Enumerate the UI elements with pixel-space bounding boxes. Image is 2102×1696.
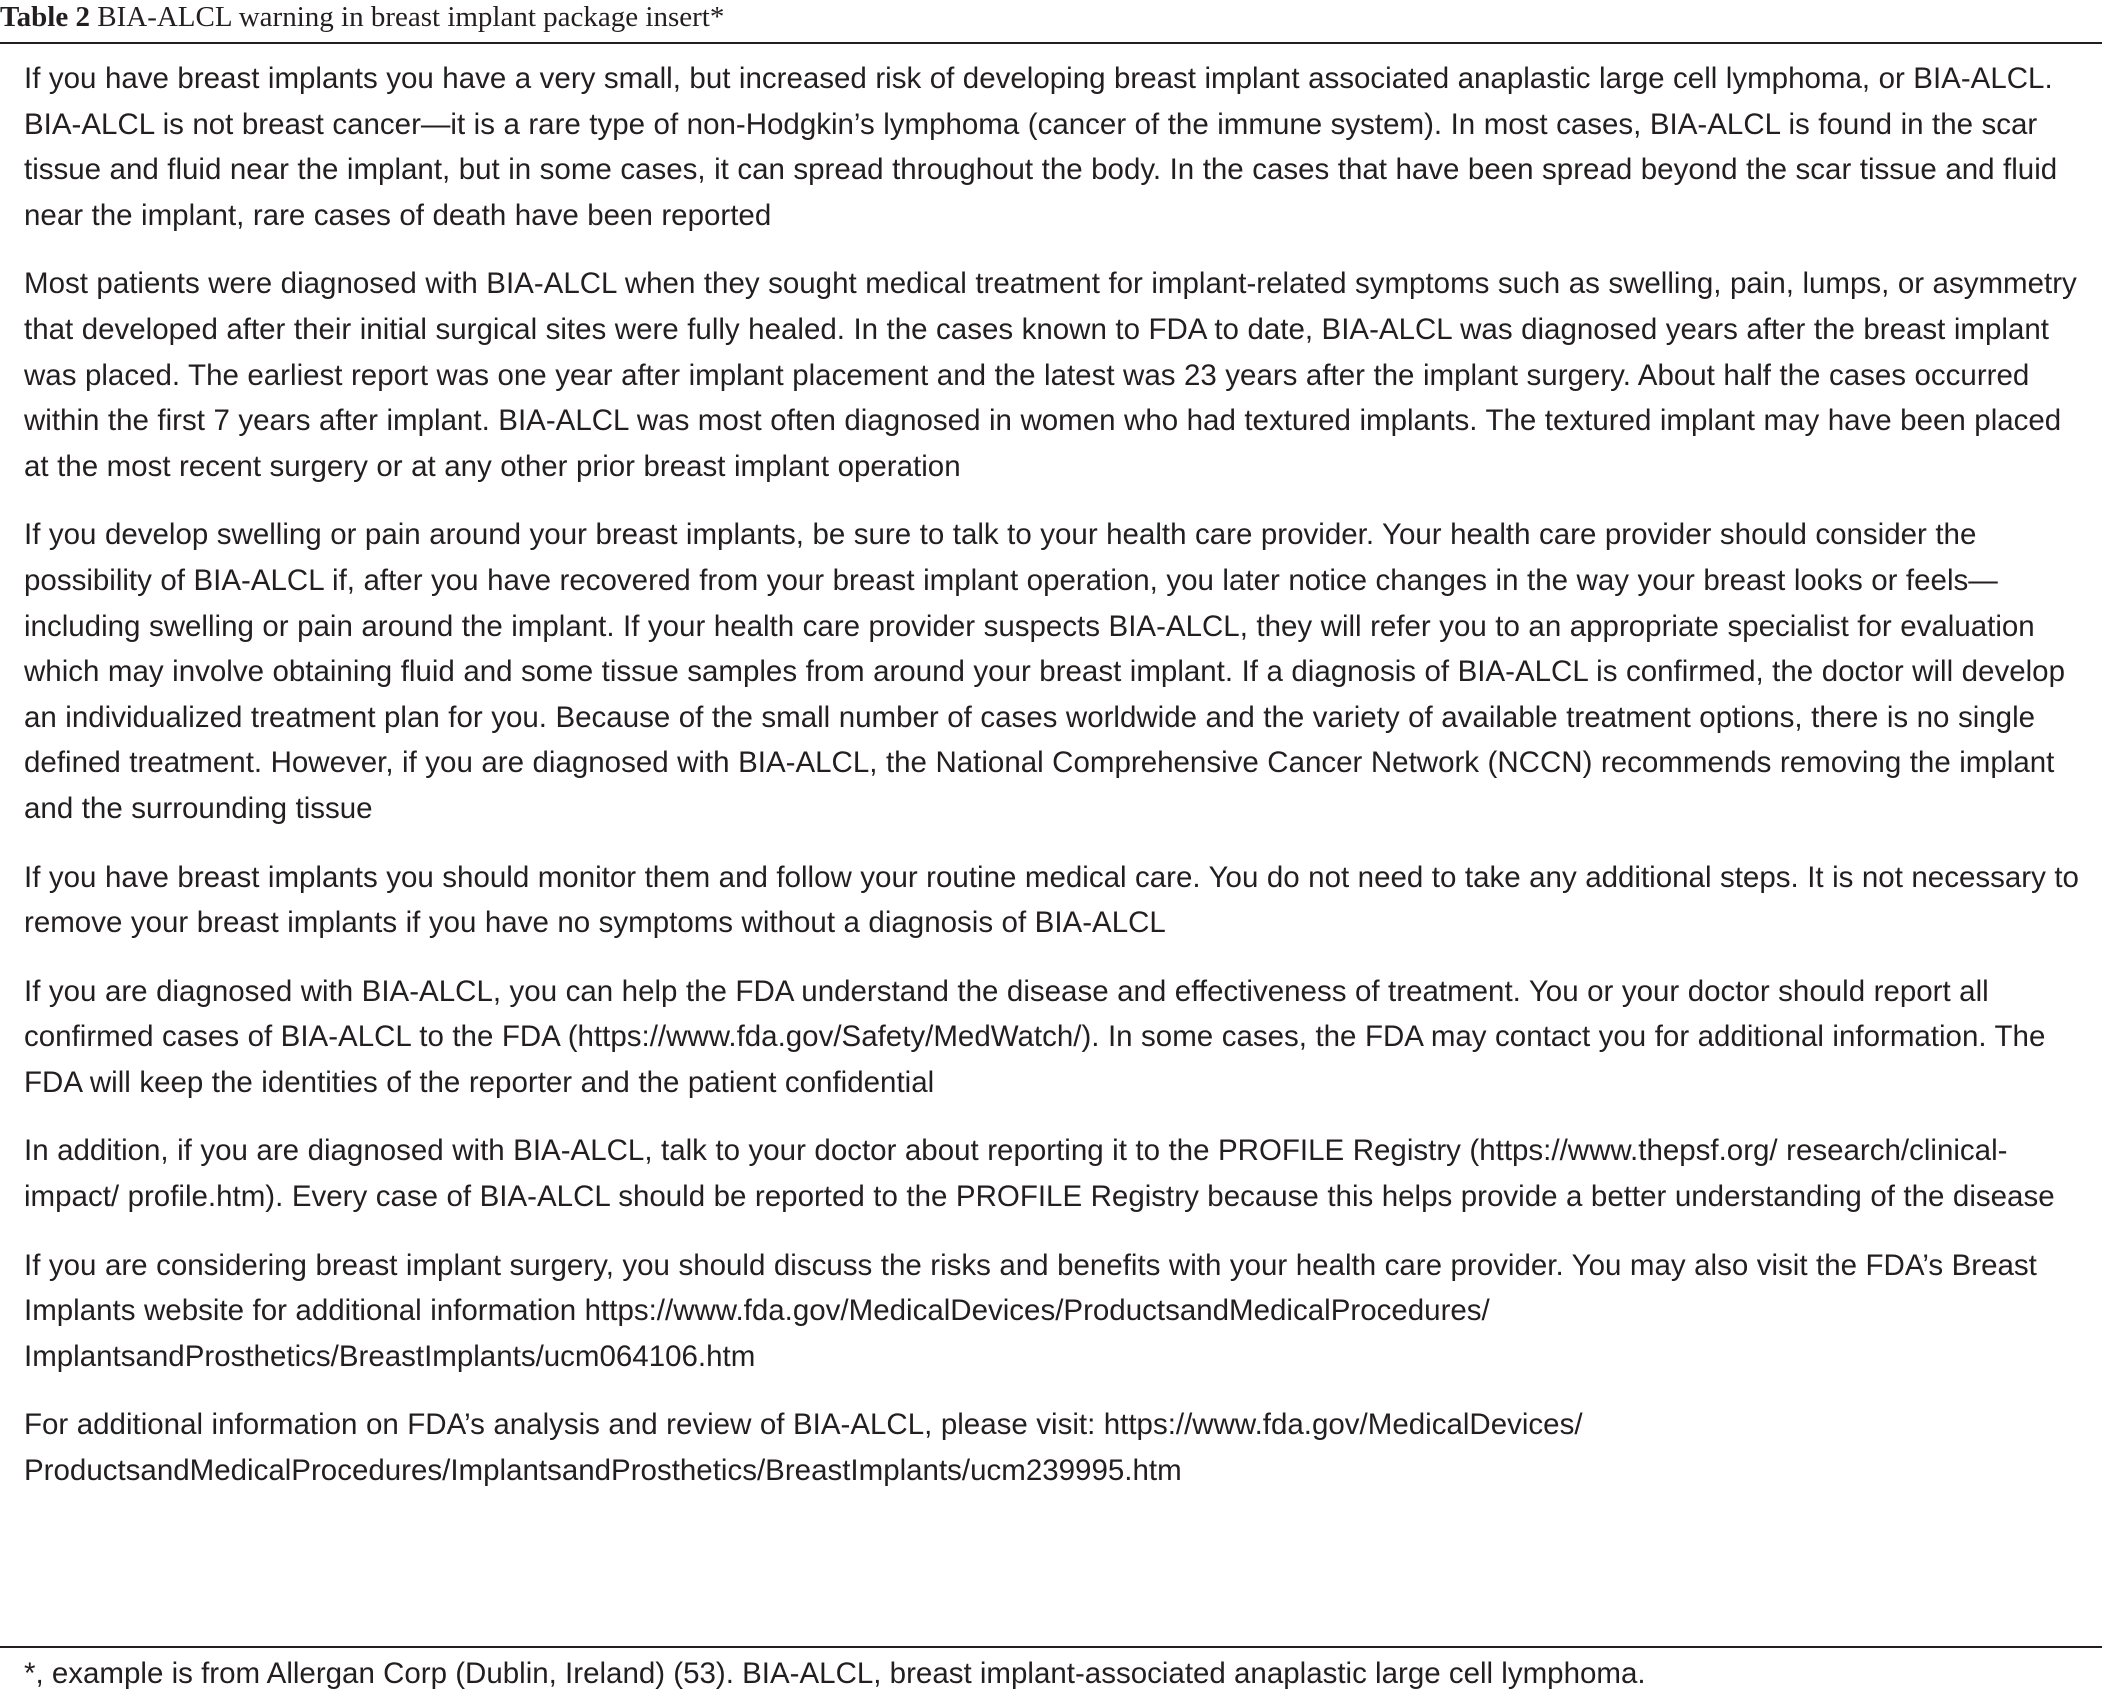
table-bottom-rule bbox=[0, 1646, 2102, 1648]
table-body bbox=[24, 56, 2084, 1517]
warning-paragraph-5: If you are diagnosed with BIA-ALCL, you can help the FDA understand the disease and effectiveness of treatment. You or your doctor should report all confirmed cases of BIA-ALCL to the FDA (https://www.fda.gov/Safety/MedWatch/). In some cases, the FDA may contact you for additional information. The FDA will keep the identities of the reporter and the patient confidential bbox=[24, 974, 2046, 1099]
table-caption-text: BIA-ALCL warning in breast implant package insert* bbox=[97, 1, 725, 33]
table-caption bbox=[0, 0, 2102, 42]
warning-paragraph-7: If you are considering breast implant surgery, you should discuss the risks and benefits with your health care provider. You may also visit the FDA’s Breast Implants website for additional information https://www.fda.gov/MedicalDevices/ProductsandMedicalProcedures/ ImplantsandProsthetics/BreastImplants/ucm064106.htm bbox=[24, 1248, 2037, 1373]
table-footnote: *, example is from Allergan Corp (Dublin, Ireland) (53). BIA-ALCL, breast implant-associated anaplastic large cell lymphoma. bbox=[24, 1657, 1646, 1690]
warning-paragraph-6: In addition, if you are diagnosed with BIA-ALCL, talk to your doctor about reporting it to the PROFILE Registry (https://www.thepsf.org/ research/clinical-impact/ profile.htm). Every case of BIA-ALCL should be reported to the PROFILE Registry because this helps provide a better understanding of the disease bbox=[24, 1134, 2055, 1214]
warning-paragraph-1: If you have breast implants you have a very small, but increased risk of developing breast implant associated anaplastic large cell lymphoma, or BIA-ALCL. BIA-ALCL is not breast cancer—it is a rare type of non-Hodgkin’s lymphoma (cancer of the immune system). In most cases, BIA-ALCL is found in the scar tissue and fluid near the implant, but in some cases, it can spread throughout the body. In the cases that have been spread beyond the scar tissue and fluid near the implant, rare cases of death have been reported bbox=[24, 62, 2058, 232]
warning-paragraph-2: Most patients were diagnosed with BIA-ALCL when they sought medical treatment for implant-related symptoms such as swelling, pain, lumps, or asymmetry that developed after their initial surgical sites were fully healed. In the cases known to FDA to date, BIA-ALCL was diagnosed years after the breast implant was placed. The earliest report was one year after implant placement and the latest was 23 years after the implant surgery. About half the cases occurred within the first 7 years after implant. BIA-ALCL was most often diagnosed in women who had textured implants. The textured implant may have been placed at the most recent surgery or at any other prior breast implant operation bbox=[24, 267, 2077, 483]
table-caption-label: Table 2 bbox=[0, 1, 90, 33]
table-top-rule bbox=[0, 42, 2102, 44]
warning-paragraph-4: If you have breast implants you should monitor them and follow your routine medical care. You do not need to take any additional steps. It is not necessary to remove your breast implants if you have no symptoms without a diagnosis of BIA-ALCL bbox=[24, 860, 2079, 940]
warning-paragraph-3: If you develop swelling or pain around your breast implants, be sure to talk to your health care provider. Your health care provider should consider the possibility of BIA-ALCL if, after you have recovered from your breast implant operation, you later notice changes in the way your breast looks or feels—including swelling or pain around the implant. If your health care provider suspects BIA-ALCL, they will refer you to an appropriate specialist for evaluation which may involve obtaining fluid and some tissue samples from around your breast implant. If a diagnosis of BIA-ALCL is confirmed, the doctor will develop an individualized treatment plan for you. Because of the small number of cases worldwide and the variety of available treatment options, there is no single defined treatment. However, if you are diagnosed with BIA-ALCL, the National Comprehensive Cancer Network (NCCN) recommends removing the implant and the surrounding tissue bbox=[24, 518, 2065, 825]
warning-paragraph-8: For additional information on FDA’s analysis and review of BIA-ALCL, please visit: https://www.fda.gov/MedicalDevices/ ProductsandMedicalProcedures/ImplantsandProsthetics/BreastImplants/ucm239995.htm bbox=[24, 1408, 1583, 1488]
